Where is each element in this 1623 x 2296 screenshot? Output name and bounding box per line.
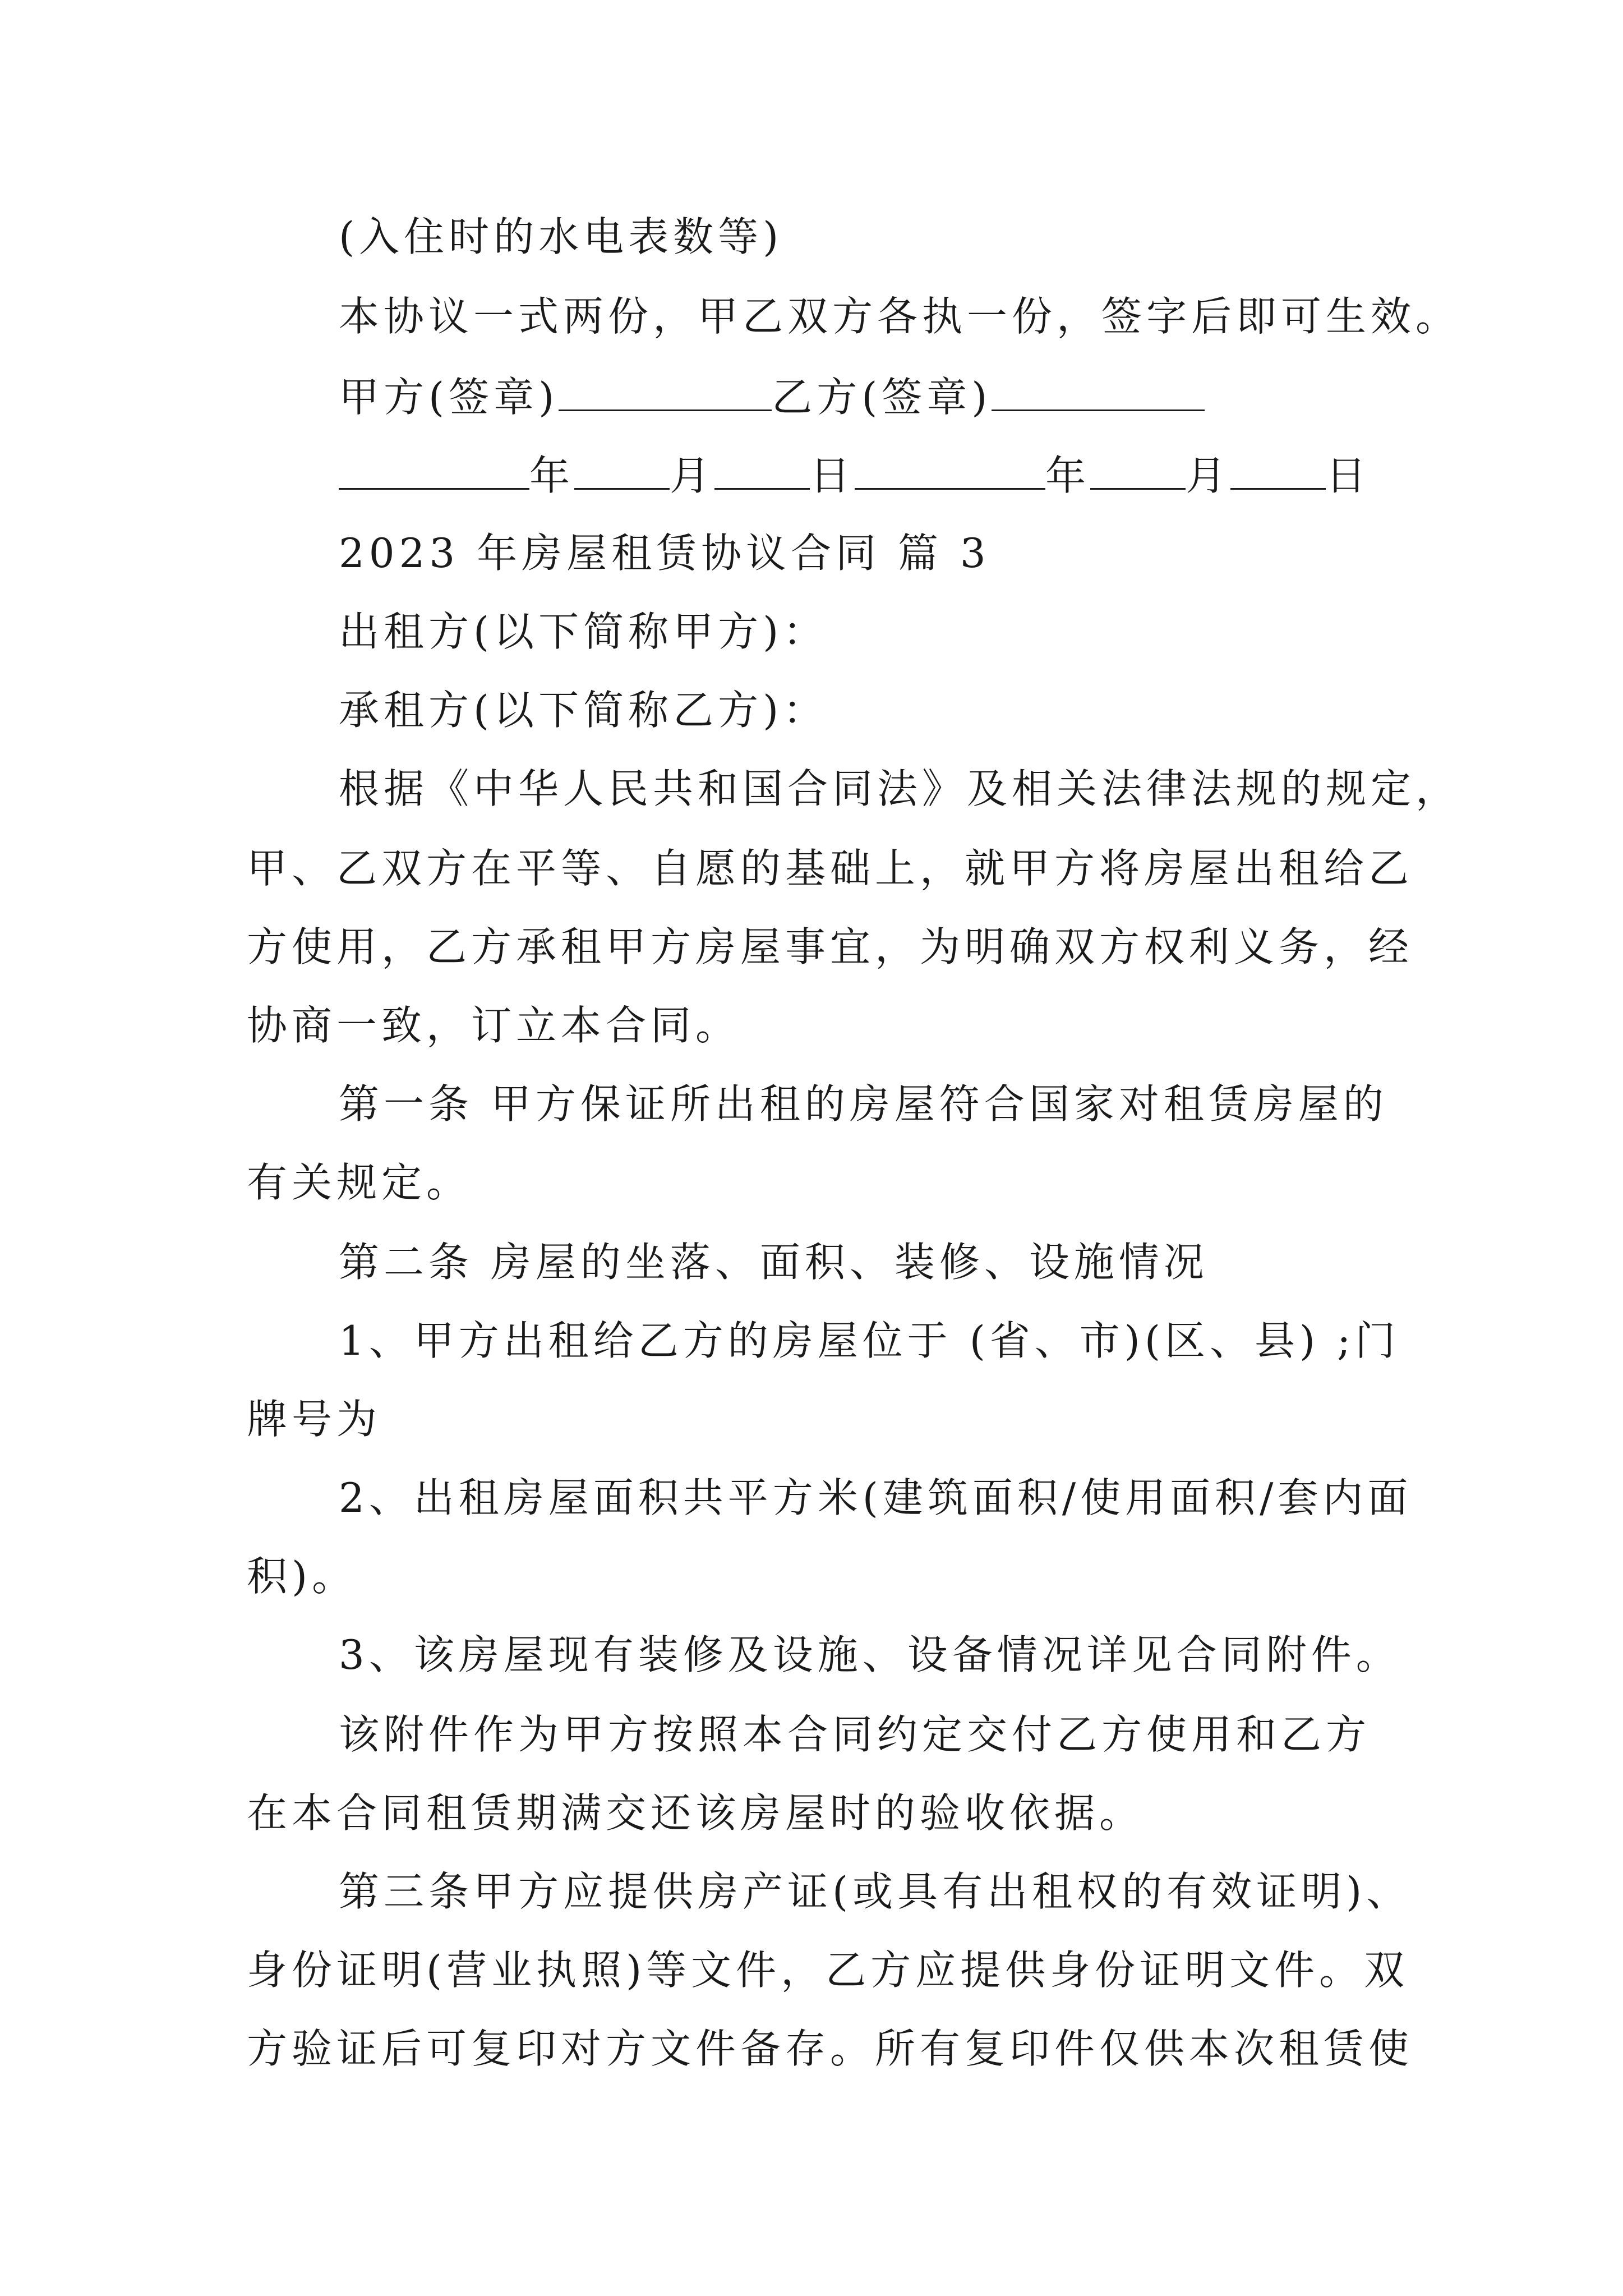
attachment-line: 在本合同租赁期满交还该房屋时的验收依据。 bbox=[247, 1789, 1145, 1837]
article-3-line: 身份证明(营业执照)等文件，乙方应提供身份证明文件。双 bbox=[247, 1947, 1409, 1994]
item-2-line: 积)。 bbox=[247, 1553, 357, 1600]
article-1-line: 第一条 甲方保证所出租的房屋符合国家对租赁房屋的 bbox=[339, 1080, 1388, 1128]
day-label: 日 bbox=[1326, 452, 1371, 499]
item-3-line: 3、该房屋现有装修及设施、设备情况详见合同附件。 bbox=[339, 1631, 1401, 1678]
party-b-signature-label: 乙方(签章) bbox=[772, 374, 992, 421]
copies-clause: 本协议一式两份，甲乙双方各执一份，签字后即可生效。 bbox=[339, 293, 1461, 340]
month-blank bbox=[574, 454, 670, 490]
signature-line bbox=[339, 374, 1205, 421]
party-b-signature-blank bbox=[992, 376, 1205, 411]
article-3-line: 方验证后可复印对方文件备存。所有复印件仅供本次租赁使 bbox=[247, 2025, 1414, 2072]
year-blank bbox=[855, 454, 1045, 490]
intro-line: 协商一致，订立本合同。 bbox=[247, 1002, 741, 1049]
intro-line: 方使用，乙方承租甲方房屋事宜，为明确双方权利义务，经 bbox=[247, 923, 1414, 970]
party-a-signature-label: 甲方(签章) bbox=[339, 374, 559, 421]
checkin-note: (入住时的水电表数等) bbox=[339, 213, 783, 260]
item-1-line: 牌号为 bbox=[247, 1396, 382, 1443]
day-blank bbox=[714, 454, 810, 490]
lessee-line: 承租方(以下简称乙方)： bbox=[339, 687, 828, 734]
day-label: 日 bbox=[810, 452, 855, 499]
month-label: 月 bbox=[670, 452, 715, 499]
item-1-line: 1、甲方出租给乙方的房屋位于 (省、市)(区、县) ;门 bbox=[339, 1317, 1400, 1364]
article-2-title: 第二条 房屋的坐落、面积、装修、设施情况 bbox=[339, 1239, 1209, 1286]
attachment-line: 该附件作为甲方按照本合同约定交付乙方使用和乙方 bbox=[339, 1711, 1371, 1758]
party-a-signature-blank bbox=[559, 376, 772, 411]
date-line bbox=[339, 452, 1371, 499]
year-label: 年 bbox=[529, 452, 575, 499]
day-blank bbox=[1230, 454, 1326, 490]
month-label: 月 bbox=[1186, 452, 1231, 499]
year-label: 年 bbox=[1045, 452, 1091, 499]
section-title: 2023 年房屋租赁协议合同 篇 3 bbox=[339, 530, 990, 577]
year-blank bbox=[339, 454, 529, 490]
month-blank bbox=[1090, 454, 1186, 490]
intro-line: 甲、乙双方在平等、自愿的基础上，就甲方将房屋出租给乙 bbox=[247, 845, 1414, 892]
lessor-line: 出租方(以下简称甲方)： bbox=[339, 608, 828, 655]
article-3-line: 第三条甲方应提供房产证(或具有出租权的有效证明)、 bbox=[339, 1868, 1412, 1915]
intro-line: 根据《中华人民共和国合同法》及相关法律法规的规定， bbox=[339, 765, 1461, 812]
article-1-line: 有关规定。 bbox=[247, 1159, 472, 1206]
item-2-line: 2、出租房屋面积共平方米(建筑面积/使用面积/套内面 bbox=[339, 1474, 1413, 1521]
